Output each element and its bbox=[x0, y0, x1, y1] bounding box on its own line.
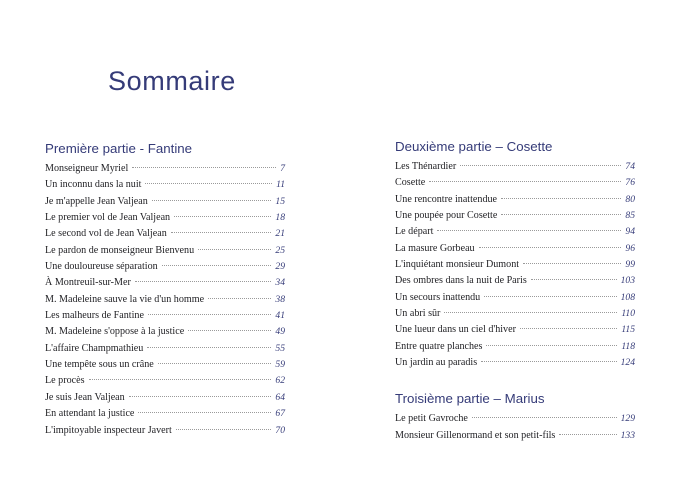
toc-entry[interactable] bbox=[45, 308, 285, 324]
toc-entry-title: Une douloureuse séparation bbox=[45, 261, 158, 273]
toc-entry-page: 55 bbox=[275, 342, 285, 354]
toc-entry[interactable] bbox=[45, 177, 285, 193]
toc-entry[interactable] bbox=[45, 406, 285, 422]
toc-entry-page: 21 bbox=[275, 228, 285, 240]
toc-entry-page: 18 bbox=[275, 212, 285, 224]
toc-entry-title: Un abri sûr bbox=[395, 308, 441, 320]
toc-entry[interactable] bbox=[395, 322, 635, 338]
toc-entry-page: 41 bbox=[275, 310, 285, 322]
dot-leader bbox=[132, 167, 276, 168]
dot-leader bbox=[429, 181, 621, 182]
toc-entry-page: 49 bbox=[275, 326, 285, 338]
toc-entry-title: Je m'appelle Jean Valjean bbox=[45, 195, 148, 207]
dot-leader bbox=[129, 396, 272, 397]
dot-leader bbox=[479, 247, 622, 248]
toc-entry-title: Une tempête sous un crâne bbox=[45, 359, 154, 371]
toc-entry-title: Je suis Jean Valjean bbox=[45, 391, 125, 403]
toc-entry[interactable] bbox=[45, 341, 285, 357]
toc-entry-page: 124 bbox=[620, 357, 635, 369]
toc-entry[interactable] bbox=[395, 428, 635, 444]
toc-entry[interactable] bbox=[395, 208, 635, 224]
toc-entry-page: 80 bbox=[625, 193, 635, 205]
toc-list-part2 bbox=[395, 159, 635, 371]
toc-entry-title: Des ombres dans la nuit de Paris bbox=[395, 275, 527, 287]
toc-entry-page: 129 bbox=[620, 413, 635, 425]
toc-entry-page: 96 bbox=[625, 242, 635, 254]
dot-leader bbox=[444, 312, 617, 313]
toc-entry-title: Monseigneur Myriel bbox=[45, 163, 129, 174]
toc-entry-title: Une rencontre inattendue bbox=[395, 193, 498, 205]
toc-entry-page: 62 bbox=[275, 375, 285, 387]
toc-column-right bbox=[395, 138, 635, 444]
toc-entry-page: 99 bbox=[625, 259, 635, 271]
toc-entry-title: Le premier vol de Jean Valjean bbox=[45, 212, 171, 224]
toc-entry-title: Les malheurs de Fantine bbox=[45, 310, 144, 322]
toc-entry-title: L'affaire Champmathieu bbox=[45, 342, 144, 354]
toc-entry-page: 11 bbox=[276, 179, 285, 191]
dot-leader bbox=[171, 232, 272, 233]
toc-entry[interactable] bbox=[45, 161, 285, 177]
toc-entry-title: Le pardon de monseigneur Bienvenu bbox=[45, 244, 195, 256]
toc-entry[interactable] bbox=[395, 339, 635, 355]
toc-entry[interactable] bbox=[45, 194, 285, 210]
toc-entry-title: Le procès bbox=[45, 375, 85, 387]
toc-entry[interactable] bbox=[395, 290, 635, 306]
toc-entry[interactable] bbox=[395, 224, 635, 240]
dot-leader bbox=[158, 363, 272, 364]
section-heading-part3: Troisième partie – Marius bbox=[395, 391, 545, 407]
dot-leader bbox=[198, 249, 271, 250]
toc-entry-page: 118 bbox=[621, 340, 635, 352]
dot-leader bbox=[188, 330, 271, 331]
toc-entry[interactable] bbox=[45, 243, 285, 259]
dot-leader bbox=[484, 296, 616, 297]
toc-entry-page: 34 bbox=[275, 277, 285, 289]
toc-entry-title: Une poupée pour Cosette bbox=[395, 210, 498, 222]
toc-entry-page: 133 bbox=[620, 429, 635, 441]
dot-leader bbox=[501, 198, 621, 199]
toc-entry[interactable] bbox=[45, 390, 285, 406]
dot-leader bbox=[520, 328, 617, 329]
toc-entry-page: 67 bbox=[275, 408, 285, 420]
toc-entry[interactable] bbox=[395, 273, 635, 289]
dot-leader bbox=[531, 279, 617, 280]
section-heading-part2: Deuxième partie – Cosette bbox=[395, 139, 553, 154]
toc-entry[interactable] bbox=[45, 373, 285, 389]
toc-entry[interactable] bbox=[395, 192, 635, 208]
toc-entry-page: 7 bbox=[280, 163, 285, 174]
toc-entry-title: M. Madeleine s'oppose à la justice bbox=[45, 326, 185, 338]
toc-entry-page: 70 bbox=[275, 424, 285, 436]
dot-leader bbox=[176, 429, 272, 430]
dot-leader bbox=[162, 265, 272, 266]
section-heading-part1: Première partie - Fantine bbox=[45, 141, 193, 156]
toc-entry-page: 76 bbox=[625, 177, 635, 189]
toc-entry[interactable] bbox=[45, 292, 285, 308]
dot-leader bbox=[145, 183, 272, 184]
dot-leader bbox=[501, 214, 621, 215]
toc-entry[interactable] bbox=[395, 159, 635, 175]
toc-entry-title: Monsieur Gillenormand et son petit-fils bbox=[395, 429, 556, 441]
toc-entry[interactable] bbox=[45, 259, 285, 275]
dot-leader bbox=[208, 298, 271, 299]
page-title: Sommaire bbox=[108, 66, 236, 96]
toc-entry-page: 115 bbox=[621, 324, 635, 336]
dot-leader bbox=[523, 263, 621, 264]
dot-leader bbox=[148, 314, 271, 315]
toc-entry-page: 110 bbox=[621, 308, 635, 320]
toc-entry-title: La masure Gorbeau bbox=[395, 242, 475, 254]
toc-entry-title: Un jardin au paradis bbox=[395, 357, 478, 369]
toc-entry[interactable] bbox=[45, 226, 285, 242]
dot-leader bbox=[437, 230, 621, 231]
toc-entry-title: Les Thénardier bbox=[395, 161, 457, 172]
toc-entry[interactable] bbox=[45, 324, 285, 340]
toc-entry-page: 29 bbox=[275, 261, 285, 273]
toc-entry-title: Le départ bbox=[395, 226, 434, 238]
toc-entry-page: 74 bbox=[625, 161, 635, 172]
toc-entry-title: Le petit Gavroche bbox=[395, 413, 468, 425]
toc-column-left bbox=[45, 140, 285, 439]
toc-entry-page: 94 bbox=[625, 226, 635, 238]
toc-entry[interactable] bbox=[395, 411, 635, 427]
toc-entry[interactable] bbox=[395, 355, 635, 371]
toc-entry[interactable] bbox=[395, 306, 635, 322]
toc-entry-title: Le second vol de Jean Valjean bbox=[45, 228, 167, 240]
toc-entry-page: 108 bbox=[620, 291, 635, 303]
toc-entry-page: 25 bbox=[275, 244, 285, 256]
toc-entry-title: L'inquiétant monsieur Dumont bbox=[395, 259, 520, 271]
dot-leader bbox=[135, 281, 272, 282]
toc-entry-title: Entre quatre planches bbox=[395, 340, 483, 352]
toc-entry-title: Un secours inattendu bbox=[395, 291, 481, 303]
toc-entry-page: 59 bbox=[275, 359, 285, 371]
toc-entry-page: 15 bbox=[275, 195, 285, 207]
dot-leader bbox=[89, 379, 272, 380]
dot-leader bbox=[138, 412, 271, 413]
toc-entry[interactable] bbox=[45, 275, 285, 291]
toc-entry[interactable] bbox=[395, 241, 635, 257]
dot-leader bbox=[472, 417, 617, 418]
toc-entry[interactable] bbox=[395, 175, 635, 191]
toc-entry-title: L'impitoyable inspecteur Javert bbox=[45, 424, 172, 436]
toc-entry-title: À Montreuil-sur-Mer bbox=[45, 277, 131, 289]
toc-entry[interactable] bbox=[395, 257, 635, 273]
toc-entry-title: M. Madeleine sauve la vie d'un homme bbox=[45, 293, 205, 305]
dot-leader bbox=[147, 347, 271, 348]
dot-leader bbox=[460, 165, 621, 166]
dot-leader bbox=[486, 345, 617, 346]
toc-entry-title: Une lueur dans un ciel d'hiver bbox=[395, 324, 516, 336]
dot-leader bbox=[152, 200, 272, 201]
toc-entry[interactable] bbox=[45, 357, 285, 373]
dot-leader bbox=[174, 216, 271, 217]
toc-entry-page: 85 bbox=[625, 210, 635, 222]
toc-list-part3 bbox=[395, 411, 635, 444]
dot-leader bbox=[481, 361, 616, 362]
toc-entry[interactable] bbox=[45, 210, 285, 226]
toc-entry-page: 38 bbox=[275, 293, 285, 305]
toc-entry-page: 64 bbox=[275, 391, 285, 403]
toc-entry-title: En attendant la justice bbox=[45, 408, 135, 420]
toc-entry-title: Un inconnu dans la nuit bbox=[45, 179, 142, 191]
toc-entry-title: Cosette bbox=[395, 177, 426, 189]
toc-entry[interactable] bbox=[45, 423, 285, 439]
dot-leader bbox=[559, 434, 616, 435]
toc-entry-page: 103 bbox=[620, 275, 635, 287]
toc-list-part1 bbox=[45, 161, 285, 439]
